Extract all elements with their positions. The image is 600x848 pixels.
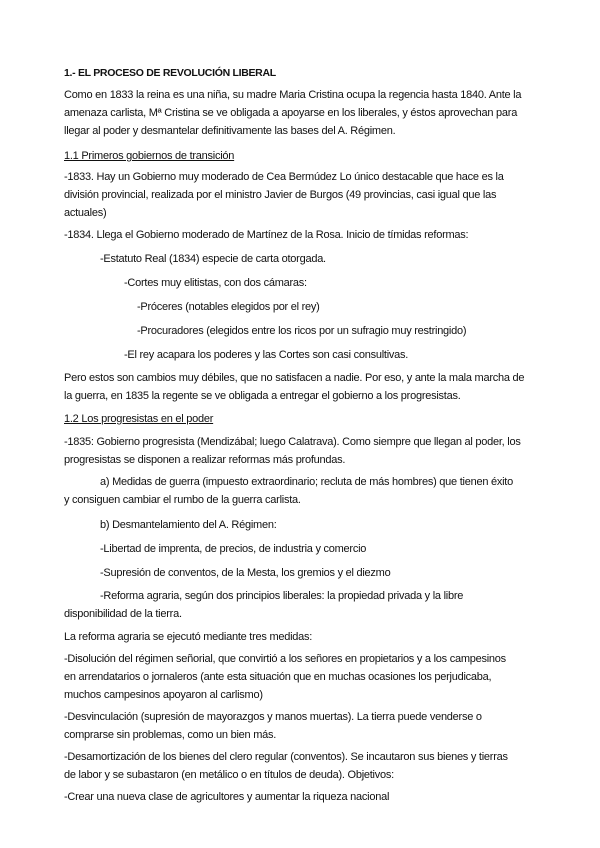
disolucion-line-3: muchos campesinos apoyaron al carlismo) — [64, 689, 263, 701]
guerra-line-1: a) Medidas de guerra (impuesto extraordinario; recluta de más hombres) que tienen éxito — [100, 476, 513, 488]
libertad-item: -Libertad de imprenta, de precios, de industria y comercio — [100, 543, 367, 555]
conclusion-line-2: la guerra, en 1835 la regente se ve obligada a entregar el gobierno a los progresistas. — [64, 390, 461, 402]
proceres-item: -Próceres (notables elegidos por el rey) — [137, 301, 320, 313]
desamortizacion-line-2: de labor y se subastaron (en metálico o en títulos de deuda). Objetivos: — [64, 769, 394, 781]
p1834-line: -1834. Llega el Gobierno moderado de Martínez de la Rosa. Inicio de tímidas reformas: — [64, 229, 469, 241]
rey-item: -El rey acapara los poderes y las Cortes son casi consultivas. — [124, 349, 409, 361]
section-heading-1-2: 1.2 Los progresistas en el poder — [64, 413, 214, 425]
document-title: 1.- EL PROCESO DE REVOLUCIÓN LIBERAL — [64, 67, 276, 79]
desvinculacion-line-1: -Desvinculación (supresión de mayorazgos y manos muertas). La tierra puede venderse o — [64, 711, 482, 723]
cortes-item: -Cortes muy elitistas, con dos cámaras: — [124, 277, 307, 289]
p1833-line-3: actuales) — [64, 207, 107, 219]
intro-line-2: amenaza carlista, Mª Cristina se ve obligada a apoyarse en los liberales, y éstos aprovechan para — [64, 107, 518, 119]
estatuto-item: -Estatuto Real (1834) especie de carta otorgada. — [100, 253, 326, 265]
reforma-line-1: -Reforma agraria, según dos principios liberales: la propiedad privada y la libre — [100, 590, 464, 602]
supresion-item: -Supresión de conventos, de la Mesta, los gremios y el diezmo — [100, 567, 391, 579]
p1833-line-1: -1833. Hay un Gobierno muy moderado de Cea Bermúdez Lo único destacable que hace es la — [64, 171, 504, 183]
section-heading-1-1: 1.1 Primeros gobiernos de transición — [64, 150, 235, 162]
conclusion-line-1: Pero estos son cambios muy débiles, que no satisfacen a nadie. Por eso, y ante la mala marcha de — [64, 372, 525, 384]
reforma-line-2: disponibilidad de la tierra. — [64, 608, 182, 620]
intro-line-1: Como en 1833 la reina es una niña, su madre Maria Cristina ocupa la regencia hasta 1840. Ante la — [64, 89, 522, 101]
disolucion-line-2: en arrendatarios o jornaleros (ante esta situación que en muchas ocasiones los perjudicaba, — [64, 671, 492, 683]
desamortizacion-line-1: -Desamortización de los bienes del clero regular (conventos). Se incautaron sus bienes y tierras — [64, 751, 508, 763]
procuradores-item: -Procuradores (elegidos entre los ricos por un sufragio muy restringido) — [137, 325, 467, 337]
guerra-line-2: y consiguen cambiar el rumbo de la guerra carlista. — [64, 494, 301, 506]
p1835-line-2: progresistas se disponen a realizar reformas más profundas. — [64, 454, 346, 466]
desmantelamiento-heading: b) Desmantelamiento del A. Régimen: — [100, 519, 277, 531]
objetivo-item-1: -Crear una nueva clase de agricultores y aumentar la riqueza nacional — [64, 791, 390, 803]
desvinculacion-line-2: comprarse sin problemas, como un bien más. — [64, 729, 277, 741]
p1833-line-2: división provincial, realizada por el ministro Javier de Burgos (49 provincias, casi igual que las — [64, 189, 497, 201]
intro-line-3: llegar al poder y desmantelar definitivamente las bases del A. Régimen. — [64, 125, 396, 137]
disolucion-line-1: -Disolución del régimen señorial, que convirtió a los señores en propietarios y a los campesinos — [64, 653, 506, 665]
medidas-line: La reforma agraria se ejecutó mediante tres medidas: — [64, 631, 313, 643]
p1835-line-1: -1835: Gobierno progresista (Mendizábal; luego Calatrava). Como siempre que llegan al poder, los — [64, 436, 521, 448]
